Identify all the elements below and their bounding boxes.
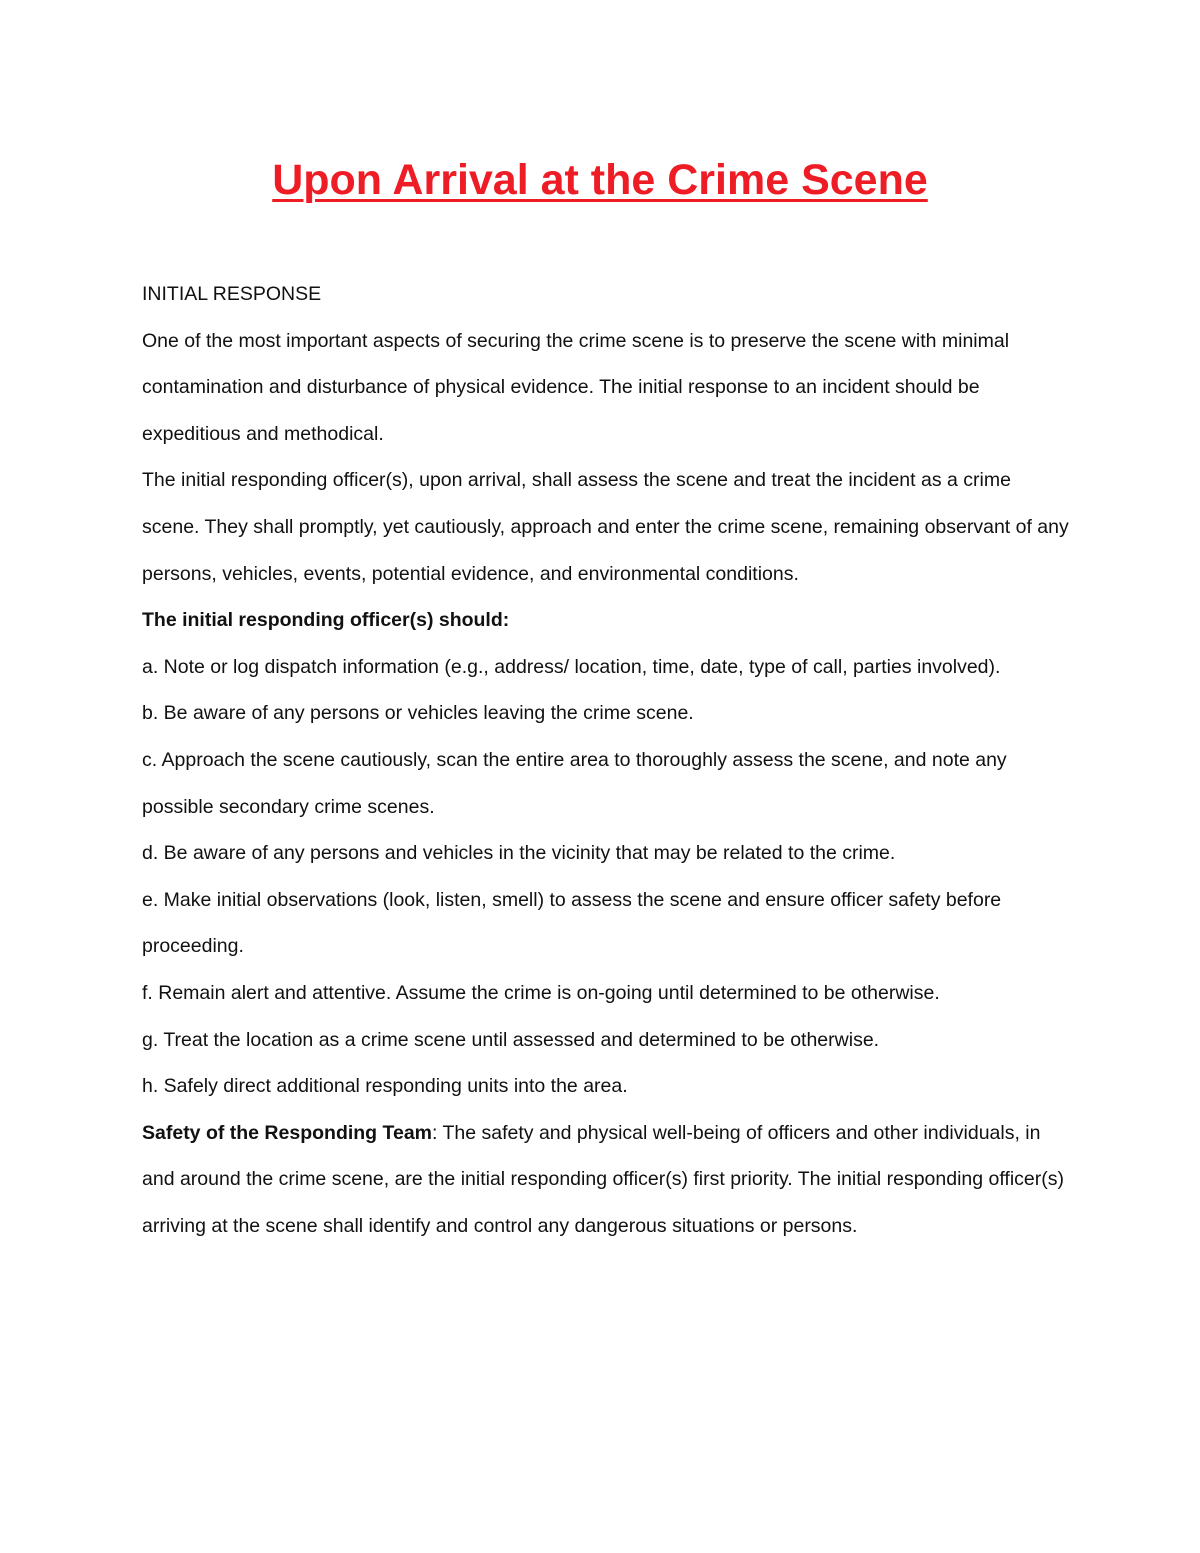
list-item: a. Note or log dispatch information (e.g., address/ location, time, date, type of call, parties involved). (142, 655, 1001, 678)
list-item: d. Be aware of any persons and vehicles in the vicinity that may be related to the crime. (142, 842, 896, 865)
list-item: e. Make initial observations (look, listen, smell) to assess the scene and ensure officer safety before proceeding. (142, 888, 1002, 958)
list-item: f. Remain alert and attentive. Assume the crime is on-going until determined to be otherwise. (142, 981, 940, 1004)
safety-label: Safety of the Responding Team (142, 1121, 433, 1144)
safety-paragraph (142, 1110, 1072, 1250)
safety-text: : The safety and physical well-being of officers and other individuals, in and around the crime scene, are the initial responding officer(s) first priority. The initial responding officer(s) arriving at the scene shall identify and control any dangerous situations or persons. (142, 1121, 1065, 1237)
page-title: Upon Arrival at the Crime Scene (272, 156, 928, 204)
list-item: c. Approach the scene cautiously, scan the entire area to thoroughly assess the scene, and note any possible secondary crime scenes. (142, 748, 1007, 818)
list-item: h. Safely direct additional responding units into the area. (142, 1075, 628, 1098)
list-item: g. Treat the location as a crime scene until assessed and determined to be otherwise. (142, 1028, 880, 1051)
officer-paragraph: The initial responding officer(s), upon arrival, shall assess the scene and treat the incident as a crime scene. They shall promptly, yet cautiously, approach and enter the crime scene, remaining observant of any persons, vehicles, events, potential evidence, and environmental conditions. (142, 469, 1069, 585)
should-heading: The initial responding officer(s) should: (142, 609, 510, 632)
intro-paragraph: One of the most important aspects of securing the crime scene is to preserve the scene with minimal contamination and disturbance of physical evidence. The initial response to an incident should be expeditious and methodical. (142, 329, 1010, 445)
document-body (142, 271, 1072, 1249)
section-heading: INITIAL RESPONSE (142, 283, 322, 305)
list-item: b. Be aware of any persons or vehicles leaving the crime scene. (142, 702, 694, 725)
